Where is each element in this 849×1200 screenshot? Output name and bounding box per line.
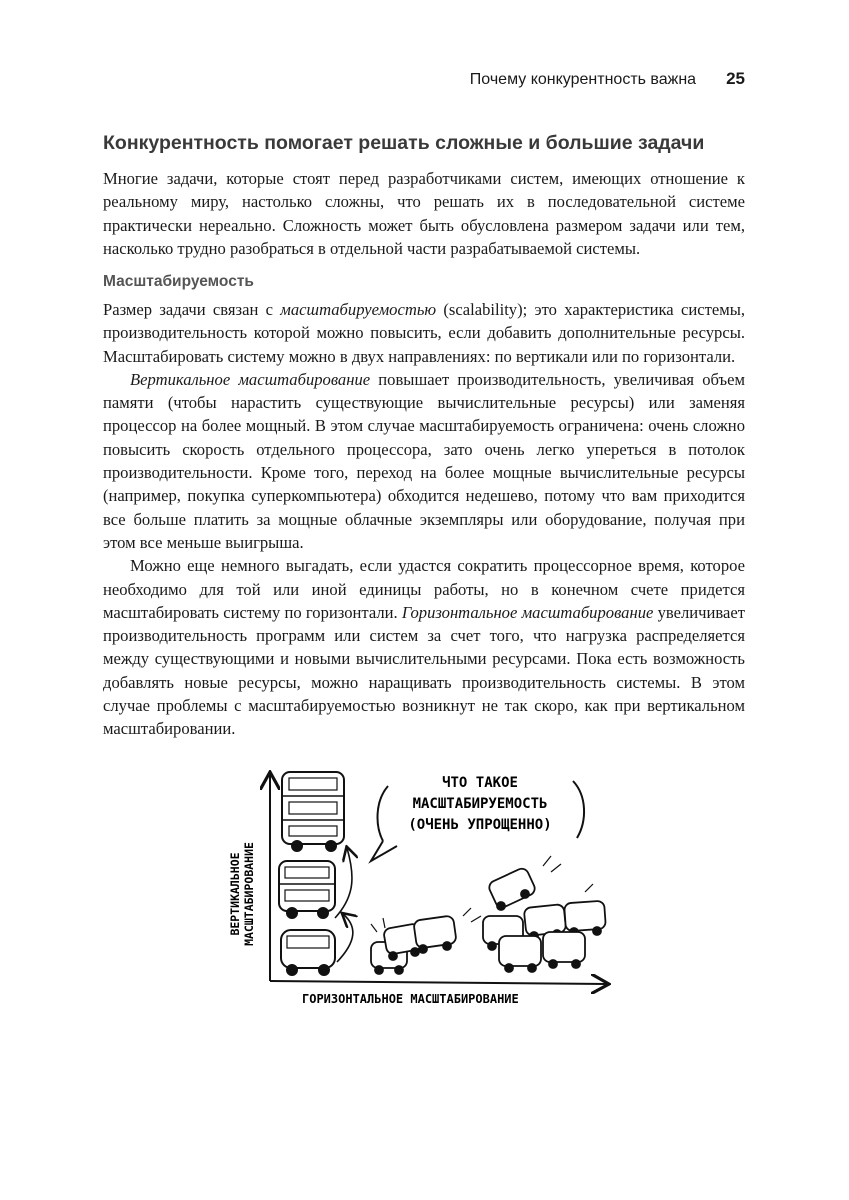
- scalability-illustration: [225, 766, 625, 1016]
- vertical-stack-vehicles: [279, 772, 353, 976]
- paragraph: [103, 554, 745, 740]
- y-axis-label-line2: МАСШТАБИРОВАНИЕ: [242, 842, 256, 946]
- van-icon: [543, 932, 585, 968]
- scalability-text: [103, 298, 745, 741]
- van-icon: [487, 866, 537, 910]
- term-horizontal-scaling: Горизонтальное масштабирование: [401, 602, 654, 622]
- speech-bubble: [371, 775, 584, 861]
- page-number: 25: [726, 69, 745, 88]
- text-run: (scalability); это характеристика системы, производительность которой можно повысить, если добавить дополнительные ресурсы. Масштабировать систему можно в двух направлениях: по вертикали или по горизонтали.: [103, 300, 745, 366]
- x-axis-label: ГОРИЗОНТАЛЬНОЕ МАСШТАБИРОВАНИЕ: [302, 992, 519, 1006]
- y-axis-label: [228, 842, 256, 946]
- section-title: Конкурентность помогает решать сложные и большие задачи: [103, 132, 705, 154]
- van-icon: [499, 936, 541, 972]
- triple-decker-bus-icon: [282, 772, 344, 852]
- bubble-line-1: ЧТО ТАКОЕ: [442, 775, 518, 791]
- bubble-line-2: МАСШТАБИРУЕМОСТЬ: [412, 796, 548, 812]
- double-decker-bus-icon: [279, 861, 335, 919]
- term-vertical-scaling: Вертикальное масштабирование: [130, 369, 371, 389]
- text-run: Можно еще немного выгадать, если удастся сократить процессорное время, которое необходимо для той или иной единицы работы, но в конечном счете придется масштабировать систему по горизонтали.: [103, 556, 745, 622]
- subsection-title: Масштабируемость: [103, 273, 254, 290]
- van-icon: [564, 901, 606, 936]
- y-axis-label-line1: ВЕРТИКАЛЬНОЕ: [228, 852, 242, 936]
- bubble-line-3: (ОЧЕНЬ УПРОЩЕННО): [408, 817, 552, 833]
- van-icon: [413, 915, 457, 953]
- term-scalability: масштабируемостью: [280, 300, 437, 319]
- intro-paragraph: Многие задачи, которые стоят перед разработчиками систем, имеющих отношение к реальному миру, настолько сложны, что решать их в последовательной системе практически нереально. Сложность может быть обусловлена размером задачи или тем, насколько трудно разобраться в отдельной части разрабатываемой системы.: [103, 169, 745, 258]
- paragraph: [103, 368, 745, 554]
- horizontal-van-fleet: [371, 866, 606, 974]
- running-title: Почему конкурентность важна: [469, 71, 697, 88]
- running-head: [470, 69, 745, 89]
- van-icon: [281, 930, 335, 976]
- text-run: увеличивает производительность программ или систем за счет того, что нагрузка распределяется между существующими и новыми вычислительными ресурсами. Пока есть возможность добавлять новые ресурсы, можно наращивать производительность системы. В этом случае проблемы с масштабируемостью возникнут не так скоро, как при вертикальном масштабировании.: [103, 602, 745, 739]
- paragraph: [103, 298, 745, 368]
- text-run: Размер задачи связан с: [103, 300, 281, 319]
- text-run: повышает производительность, увеличивая объем памяти (чтобы нарастить существующие вычислительные ресурсы) или заменяя процессор на более мощный. В этом случае масштабируемость ограничена: очень сложно повысить скорость отдельного процессора, зато очень легко упереться в потолок производительности. Кроме того, переход на более мощные вычислительные ресурсы (например, покупка суперкомпьютера) обходится недешево, потому что вам приходится все больше платить за мощные облачные экземпляры или оборудование, получая при этом все меньше выигрыша.: [103, 369, 745, 552]
